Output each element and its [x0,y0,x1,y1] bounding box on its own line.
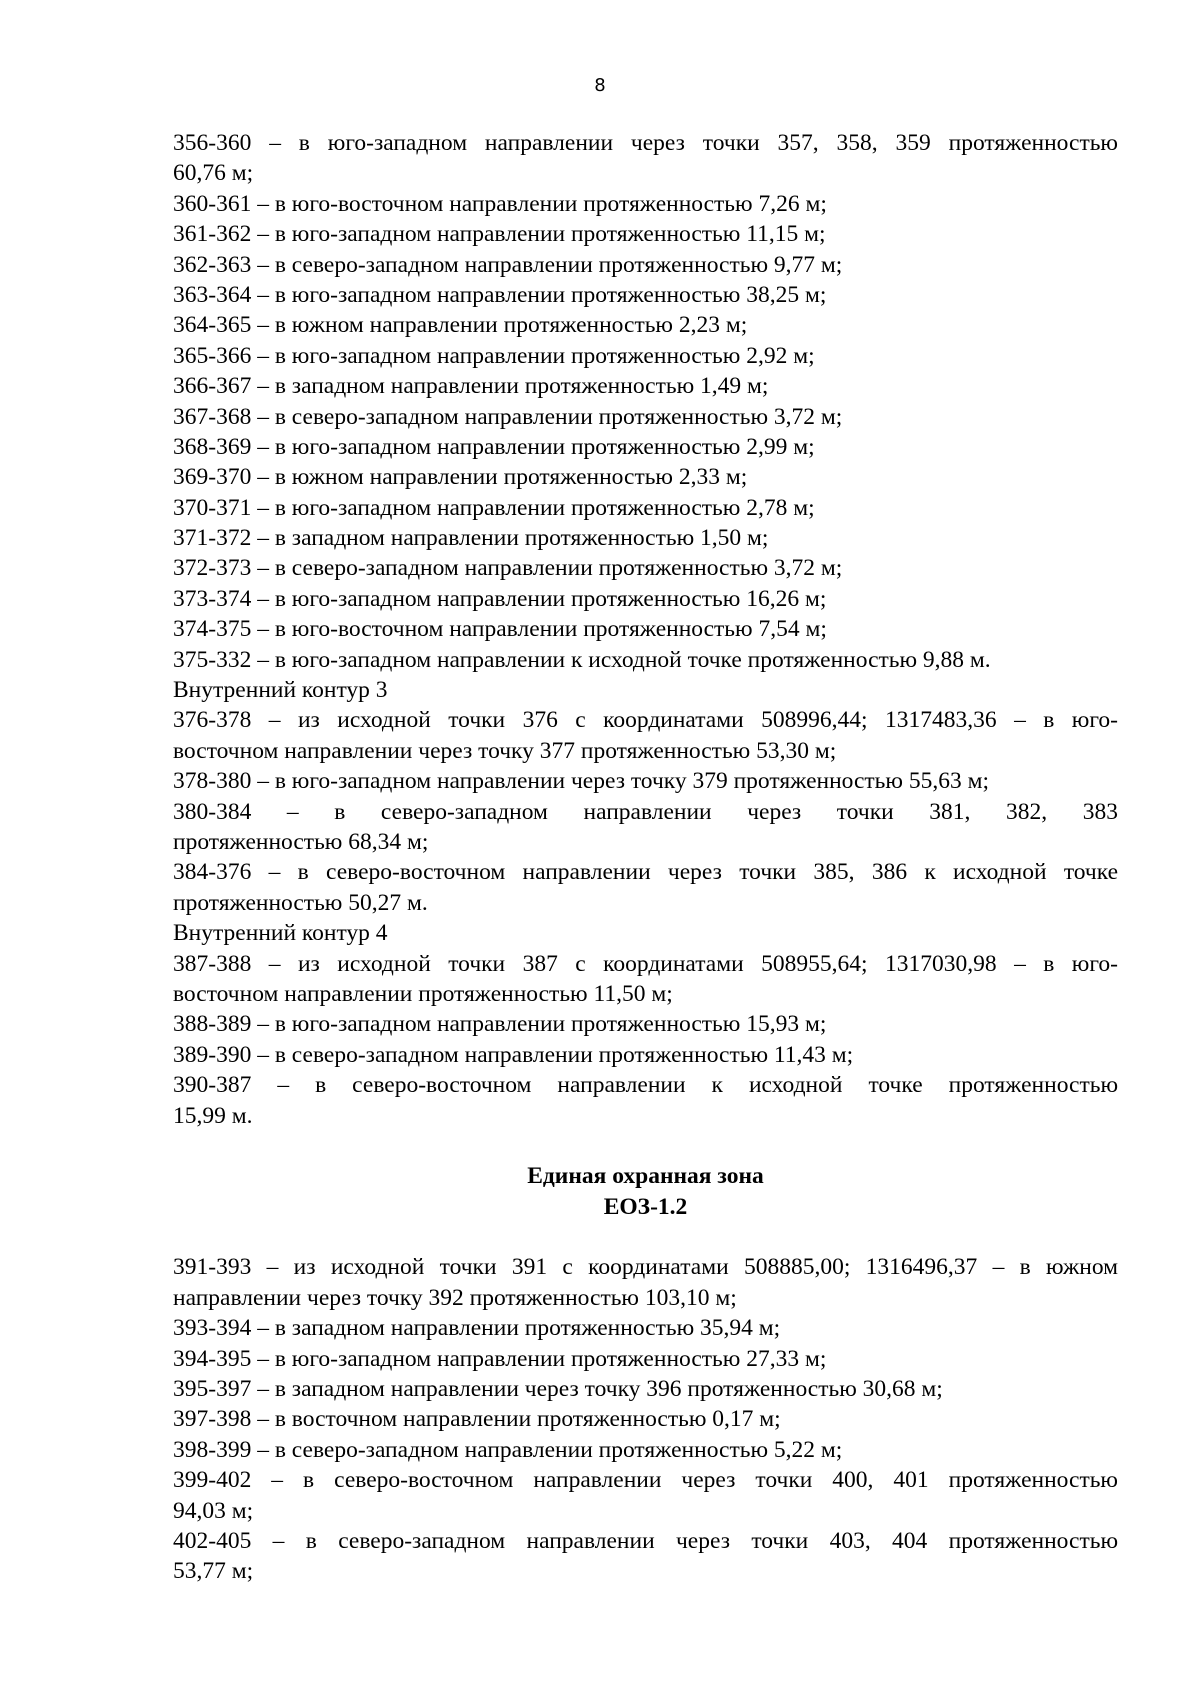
text-line: 397-398 – в восточном направлении протяженностью 0,17 м; [173,1406,781,1433]
text-line: протяженностью 50,27 м. [173,889,428,916]
text-line: 380-384 – в северо-западном направлении через точки 381, 382, 383 [173,798,1118,825]
text-line: восточном направлении через точку 377 протяженностью 53,30 м; [173,737,837,764]
text-line: 398-399 – в северо-западном направлении протяженностью 5,22 м; [173,1436,843,1463]
text-line: 366-367 – в западном направлении протяженностью 1,49 м; [173,373,769,400]
text-line: 362-363 – в северо-западном направлении протяженностью 9,77 м; [173,251,843,278]
text-line: 94,03 м; [173,1497,254,1524]
boundary-description-block [173,128,1118,1131]
text-line: 360-361 – в юго-восточном направлении протяженностью 7,26 м; [173,190,827,217]
text-line: 390-387 – в северо-восточном направлении к исходной точке протяженностью [173,1072,1118,1099]
text-line: 15,99 м. [173,1102,253,1129]
text-line: 53,77 м; [173,1558,254,1585]
section-heading: Единая охранная зона [527,1163,764,1190]
text-line: 384-376 – в северо-восточном направлении через точки 385, 386 к исходной точке [173,859,1118,886]
text-line: 399-402 – в северо-восточном направлении через точки 400, 401 протяженностью [173,1467,1118,1494]
text-line: 395-397 – в западном направлении через точку 396 протяженностью 30,68 м; [173,1376,943,1403]
text-line: 374-375 – в юго-восточном направлении протяженностью 7,54 м; [173,616,827,643]
text-line: 367-368 – в северо-западном направлении протяженностью 3,72 м; [173,403,843,430]
section-code: ЕОЗ-1.2 [603,1193,688,1220]
text-line: 370-371 – в юго-западном направлении протяженностью 2,78 м; [173,494,815,521]
text-line: 368-369 – в юго-западном направлении протяженностью 2,99 м; [173,433,815,460]
text-line: 375-332 – в юго-западном направлении к исходной точке протяженностью 9,88 м. [173,646,991,673]
text-line: 393-394 – в западном направлении протяженностью 35,94 м; [173,1315,781,1342]
page-number: 8 [594,75,606,96]
text-line: 363-364 – в юго-западном направлении протяженностью 38,25 м; [173,281,827,308]
text-line: протяженностью 68,34 м; [173,828,429,855]
text-line: 373-374 – в юго-западном направлении протяженностью 16,26 м; [173,585,827,612]
boundary-description-block [173,1252,1118,1586]
text-line: 364-365 – в южном направлении протяженностью 2,23 м; [173,312,748,339]
text-line: 378-380 – в юго-западном направлении через точку 379 протяженностью 55,63 м; [173,768,989,795]
text-line: 387-388 – из исходной точки 387 с координатами 508955,64; 1317030,98 – в юго- [173,950,1118,977]
text-line: 394-395 – в юго-западном направлении протяженностью 27,33 м; [173,1345,827,1372]
text-line: 372-373 – в северо-западном направлении протяженностью 3,72 м; [173,555,843,582]
text-line: направлении через точку 392 протяженностью 103,10 м; [173,1284,737,1311]
text-line: восточном направлении протяженностью 11,50 м; [173,980,673,1007]
text-line: 60,76 м; [173,160,254,187]
text-line: 389-390 – в северо-западном направлении протяженностью 11,43 м; [173,1041,854,1068]
text-line: 369-370 – в южном направлении протяженностью 2,33 м; [173,464,748,491]
text-line: 371-372 – в западном направлении протяженностью 1,50 м; [173,525,769,552]
spacer [173,1222,1118,1252]
text-line: Внутренний контур 3 [173,677,388,704]
text-line: 391-393 – из исходной точки 391 с координатами 508885,00; 1316496,37 – в южном [173,1254,1118,1281]
text-line: 388-389 – в юго-западном направлении протяженностью 15,93 м; [173,1011,827,1038]
text-line: 361-362 – в юго-западном направлении протяженностью 11,15 м; [173,221,826,248]
spacer [173,1131,1118,1161]
text-line: 356-360 – в юго-западном направлении через точки 357, 358, 359 протяженностью [173,130,1118,156]
text-line: Внутренний контур 4 [173,920,388,947]
text-line: 365-366 – в юго-западном направлении протяженностью 2,92 м; [173,342,815,369]
text-line: 402-405 – в северо-западном направлении через точки 403, 404 протяженностью [173,1527,1118,1554]
text-line: 376-378 – из исходной точки 376 с координатами 508996,44; 1317483,36 – в юго- [173,707,1118,734]
document-body [173,128,1118,1587]
